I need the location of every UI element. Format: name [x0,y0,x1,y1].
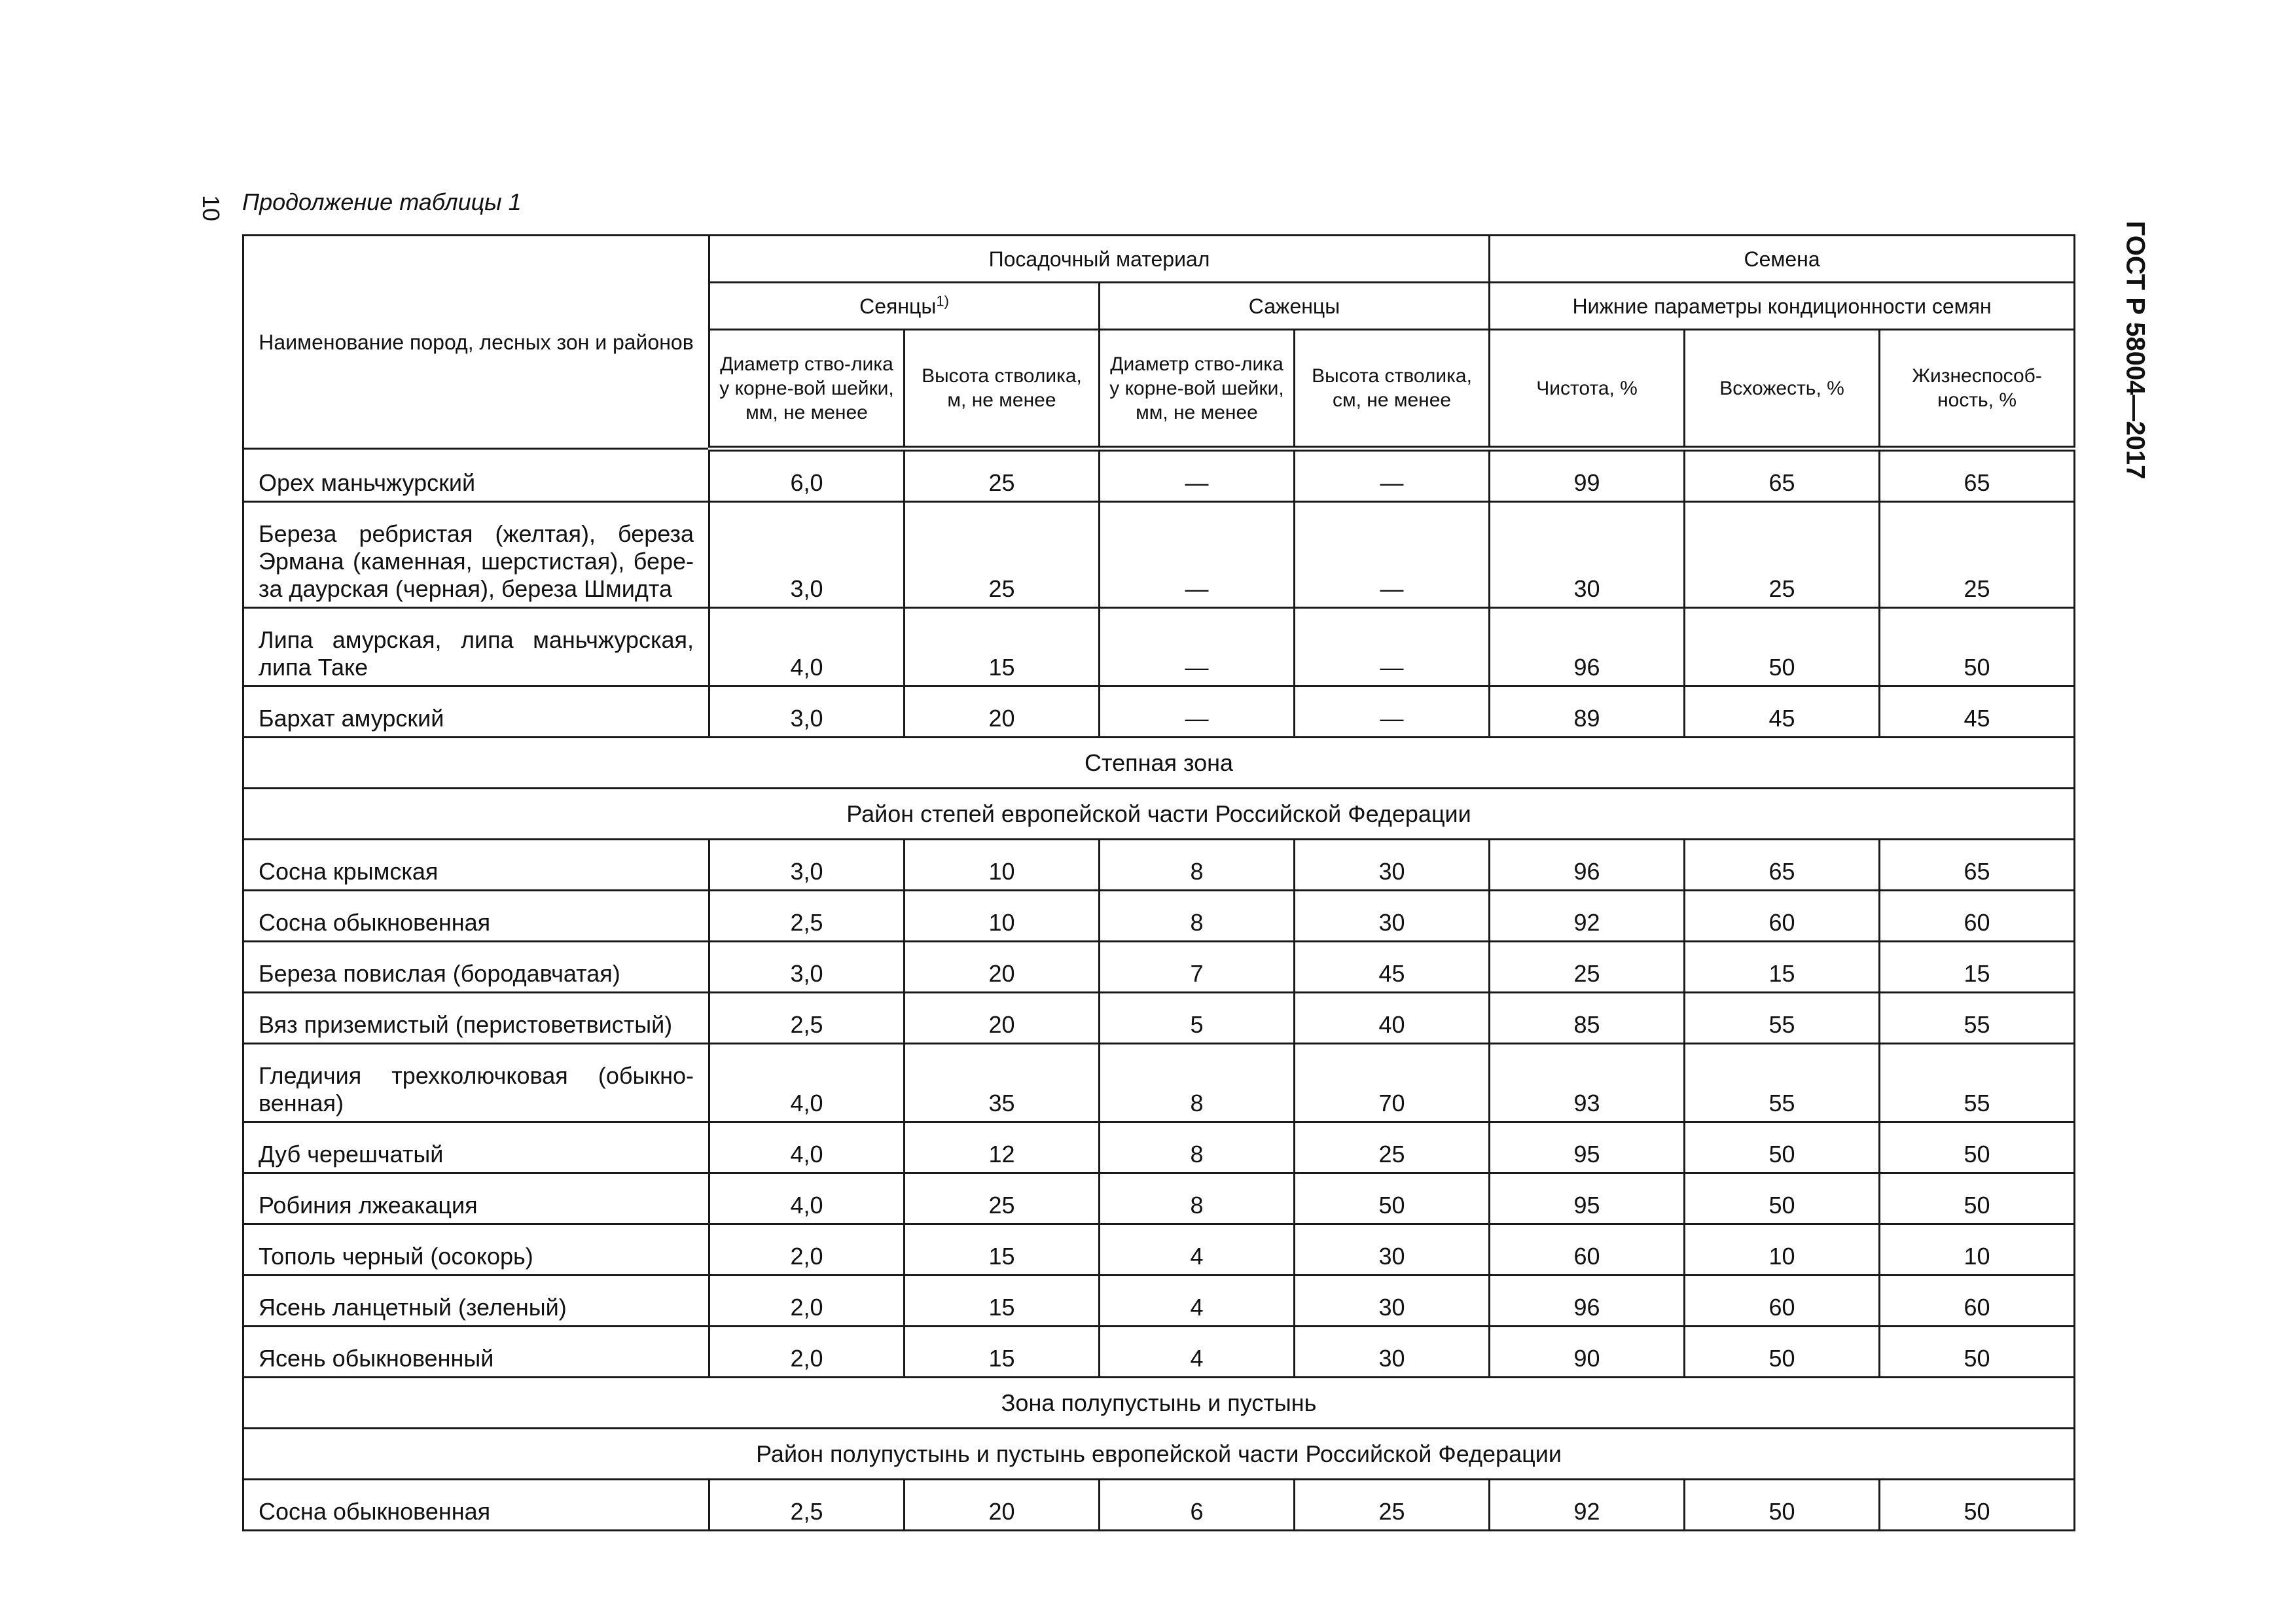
value-cell: 30 [1295,891,1490,942]
value-cell: 15 [905,1224,1100,1275]
header-col-seedling-diameter: Диаметр ство-лика у корне-вой шейки, мм, не менее [709,330,905,449]
zone-band-row [243,1378,2075,1429]
table-body [243,449,2075,1531]
value-cell: 2,5 [709,1480,905,1531]
value-cell: 30 [1295,1224,1490,1275]
value-cell: 7 [1100,942,1295,993]
zone-band-label: Район полупустынь и пустынь европейской части Российской Федерации [243,1429,2075,1480]
value-cell: 96 [1490,840,1685,891]
value-cell: 25 [1490,942,1685,993]
zone-band-row [243,789,2075,840]
value-cell: 45 [1880,687,2075,738]
value-cell: — [1100,687,1295,738]
species-name-cell: Вяз приземистый (перистоветвистый) [243,993,709,1044]
species-name-cell: Сосна обыкновенная [243,1480,709,1531]
value-cell: 50 [1880,1327,2075,1378]
seedlings-label: Сеянцы [859,294,937,318]
value-cell: 50 [1685,1480,1880,1531]
value-cell: — [1100,608,1295,687]
value-cell: 60 [1880,891,2075,942]
species-name-cell: Липа амурская, липа маньчжурская, липа Таке [243,608,709,687]
value-cell: 55 [1880,993,2075,1044]
species-name-cell: Береза повислая (бородавчатая) [243,942,709,993]
species-name-cell: Гледичия трехколючковая (обыкно-венная) [243,1044,709,1122]
seedlings-footnote: 1) [936,292,949,309]
value-cell: 25 [905,1173,1100,1224]
value-cell: 35 [905,1044,1100,1122]
value-cell: 25 [905,449,1100,502]
value-cell: 15 [1880,942,2075,993]
value-cell: 8 [1100,1044,1295,1122]
value-cell: 30 [1295,1327,1490,1378]
species-name-cell: Ясень ланцетный (зеленый) [243,1275,709,1327]
header-col-seedling-height: Высота стволика, м, не менее [905,330,1100,449]
value-cell: 50 [1295,1173,1490,1224]
species-name-cell: Бархат амурский [243,687,709,738]
value-cell: 60 [1490,1224,1685,1275]
seed-quality-table [242,234,2075,1531]
value-cell: 50 [1880,1480,2075,1531]
value-cell: 10 [1880,1224,2075,1275]
value-cell: — [1295,687,1490,738]
value-cell: 10 [905,891,1100,942]
value-cell: 4,0 [709,1173,905,1224]
value-cell: 20 [905,1480,1100,1531]
header-col-viability: Жизнеспособ-ность, % [1880,330,2075,449]
value-cell: 50 [1880,1122,2075,1173]
value-cell: 10 [905,840,1100,891]
zone-band-row [243,1429,2075,1480]
species-name-cell: Тополь черный (осокорь) [243,1224,709,1275]
value-cell: 55 [1685,993,1880,1044]
value-cell: 8 [1100,891,1295,942]
value-cell: 2,0 [709,1327,905,1378]
value-cell: 20 [905,942,1100,993]
value-cell: 96 [1490,1275,1685,1327]
value-cell: — [1100,502,1295,608]
value-cell: 25 [1295,1480,1490,1531]
table-row [243,449,2075,502]
value-cell: 30 [1295,1275,1490,1327]
value-cell: 4,0 [709,608,905,687]
value-cell: 30 [1490,502,1685,608]
value-cell: 25 [1685,502,1880,608]
value-cell: 20 [905,993,1100,1044]
species-name-cell: Орех маньчжурский [243,449,709,502]
value-cell: 15 [905,608,1100,687]
species-name-cell: Робиния лжеакация [243,1173,709,1224]
value-cell: 8 [1100,1173,1295,1224]
species-name-cell: Ясень обыкновенный [243,1327,709,1378]
value-cell: 50 [1685,1173,1880,1224]
table-row [243,687,2075,738]
header-seedlings [709,283,1100,330]
value-cell: 40 [1295,993,1490,1044]
value-cell: 65 [1685,840,1880,891]
value-cell: 70 [1295,1044,1490,1122]
zone-band-label: Зона полупустынь и пустынь [243,1378,2075,1429]
value-cell: 2,0 [709,1224,905,1275]
value-cell: — [1295,449,1490,502]
value-cell: 96 [1490,608,1685,687]
value-cell: 2,0 [709,1275,905,1327]
value-cell: 25 [905,502,1100,608]
header-saplings: Саженцы [1100,283,1490,330]
value-cell: 50 [1880,608,2075,687]
value-cell: 2,5 [709,891,905,942]
value-cell: 15 [1685,942,1880,993]
value-cell: 20 [905,687,1100,738]
value-cell: 50 [1685,1327,1880,1378]
table-row [243,891,2075,942]
value-cell: 90 [1490,1327,1685,1378]
value-cell: 8 [1100,1122,1295,1173]
value-cell: 12 [905,1122,1100,1173]
header-seed-params: Нижние параметры кондиционности семян [1490,283,2075,330]
zone-band-label: Район степей европейской части Российской Федерации [243,789,2075,840]
value-cell: 65 [1880,449,2075,502]
value-cell: 93 [1490,1044,1685,1122]
table-row [243,502,2075,608]
value-cell: 65 [1880,840,2075,891]
value-cell: — [1100,449,1295,502]
value-cell: 92 [1490,891,1685,942]
value-cell: 4 [1100,1327,1295,1378]
species-name-cell: Дуб черешчатый [243,1122,709,1173]
value-cell: 3,0 [709,840,905,891]
zone-band-row [243,738,2075,789]
value-cell: 4 [1100,1275,1295,1327]
table-row [243,1044,2075,1122]
value-cell: — [1295,608,1490,687]
value-cell: 95 [1490,1122,1685,1173]
value-cell: 4 [1100,1224,1295,1275]
table-row [243,1173,2075,1224]
header-name-column: Наименование пород, лесных зон и районов [243,236,709,449]
value-cell: 55 [1880,1044,2075,1122]
species-name-cell: Сосна обыкновенная [243,891,709,942]
value-cell: 60 [1685,891,1880,942]
value-cell: 8 [1100,840,1295,891]
header-col-sapling-height: Высота стволика, см, не менее [1295,330,1490,449]
header-col-sapling-diameter: Диаметр ство-лика у корне-вой шейки, мм, не менее [1100,330,1295,449]
value-cell: 99 [1490,449,1685,502]
table-row [243,1122,2075,1173]
value-cell: 4,0 [709,1044,905,1122]
value-cell: 4,0 [709,1122,905,1173]
document-code: ГОСТ Р 58004—2017 [2121,221,2150,480]
species-name-cell: Береза ребристая (желтая), береза Эрмана (каменная, шерстистая), бере-за даурская (черная), береза Шмидта [243,502,709,608]
value-cell: 25 [1295,1122,1490,1173]
table-row [243,993,2075,1044]
page-number: 10 [198,194,224,222]
value-cell: 5 [1100,993,1295,1044]
value-cell: 95 [1490,1173,1685,1224]
value-cell: — [1295,502,1490,608]
value-cell: 60 [1685,1275,1880,1327]
value-cell: 25 [1880,502,2075,608]
table-row [243,1224,2075,1275]
value-cell: 45 [1685,687,1880,738]
zone-band-label: Степная зона [243,738,2075,789]
value-cell: 60 [1880,1275,2075,1327]
value-cell: 65 [1685,449,1880,502]
value-cell: 3,0 [709,502,905,608]
value-cell: 2,5 [709,993,905,1044]
value-cell: 85 [1490,993,1685,1044]
value-cell: 50 [1685,608,1880,687]
table-row [243,840,2075,891]
value-cell: 89 [1490,687,1685,738]
header-planting-material: Посадочный материал [709,236,1490,283]
value-cell: 55 [1685,1044,1880,1122]
value-cell: 45 [1295,942,1490,993]
value-cell: 15 [905,1275,1100,1327]
value-cell: 6 [1100,1480,1295,1531]
value-cell: 10 [1685,1224,1880,1275]
value-cell: 3,0 [709,687,905,738]
table-row [243,1327,2075,1378]
header-seeds: Семена [1490,236,2075,283]
header-col-purity: Чистота, % [1490,330,1685,449]
value-cell: 30 [1295,840,1490,891]
table-row [243,608,2075,687]
value-cell: 6,0 [709,449,905,502]
header-col-germination: Всхожесть, % [1685,330,1880,449]
value-cell: 15 [905,1327,1100,1378]
value-cell: 92 [1490,1480,1685,1531]
table-caption: Продолжение таблицы 1 [242,188,522,215]
value-cell: 50 [1880,1173,2075,1224]
table-row [243,1275,2075,1327]
table-row [243,942,2075,993]
value-cell: 3,0 [709,942,905,993]
species-name-cell: Сосна крымская [243,840,709,891]
table-row [243,1480,2075,1531]
value-cell: 50 [1685,1122,1880,1173]
